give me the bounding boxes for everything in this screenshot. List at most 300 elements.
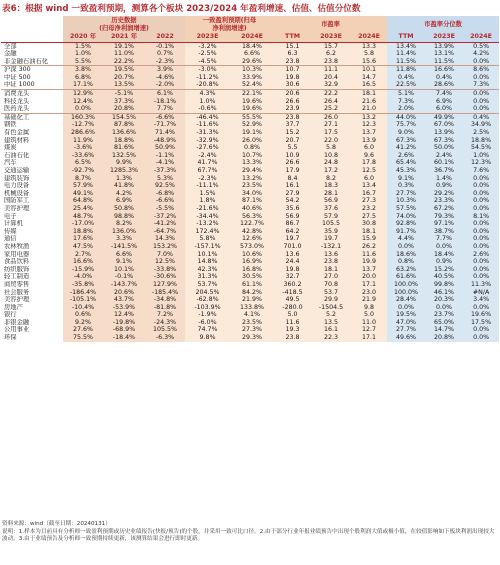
table-cell: 12.3% bbox=[463, 159, 499, 167]
row-label: 有色金属 bbox=[1, 129, 63, 137]
table-cell: 27.6% bbox=[63, 326, 103, 334]
table-cell: 19.5% bbox=[103, 66, 145, 74]
table-cell: -1.1% bbox=[145, 152, 185, 160]
table-cell: 12.9% bbox=[63, 90, 103, 98]
table-row bbox=[1, 58, 499, 66]
table-cell: 0.7% bbox=[145, 50, 185, 58]
table-cell: 65.4% bbox=[387, 159, 425, 167]
table-row bbox=[1, 197, 499, 205]
table-row bbox=[1, 228, 499, 236]
table-cell: 3.4% bbox=[463, 296, 499, 304]
table-cell: 19.8 bbox=[274, 74, 311, 82]
table-cell: 67.2% bbox=[425, 205, 463, 213]
row-label: 农林牧渔 bbox=[1, 243, 63, 251]
table-cell: 21.9% bbox=[230, 296, 274, 304]
table-cell: 32.9 bbox=[311, 81, 351, 89]
table-cell: 27.7% bbox=[387, 326, 425, 334]
table-cell: 19.7 bbox=[274, 235, 311, 243]
table-row bbox=[1, 213, 499, 221]
table-cell: 8.2 bbox=[311, 175, 351, 183]
table-cell: 0.0% bbox=[463, 228, 499, 236]
table-cell: 4.1% bbox=[230, 311, 274, 319]
table-cell: 6.3 bbox=[274, 50, 311, 58]
table-cell: -62.8% bbox=[185, 296, 230, 304]
table-row bbox=[1, 182, 499, 190]
table-cell: 1.8% bbox=[185, 197, 230, 205]
table-cell: 20.7% bbox=[103, 74, 145, 82]
table-cell: 23.8 bbox=[311, 258, 351, 266]
table-cell: 17.2 bbox=[311, 167, 351, 175]
table-cell: 49.5 bbox=[274, 296, 311, 304]
table-cell: 0.0% bbox=[463, 243, 499, 251]
table-cell: -185.4% bbox=[145, 289, 185, 297]
table-cell: 133.8% bbox=[230, 304, 274, 312]
table-cell: 9.6 bbox=[351, 152, 387, 160]
table-cell: 3.3% bbox=[103, 235, 145, 243]
table-cell: 0.4% bbox=[425, 74, 463, 82]
table-cell: 11.0% bbox=[103, 50, 145, 58]
row-label: 食品饮料 bbox=[1, 258, 63, 266]
table-cell: 18.4% bbox=[230, 42, 274, 50]
table-cell: 13.9 bbox=[351, 137, 387, 145]
table-cell: 127.9% bbox=[145, 281, 185, 289]
table-cell: -10.4% bbox=[63, 304, 103, 312]
table-cell: 16.9% bbox=[230, 258, 274, 266]
table-cell: 5.8 bbox=[351, 50, 387, 58]
table-cell: 26.2 bbox=[351, 243, 387, 251]
table-cell: 7.7% bbox=[145, 105, 185, 113]
table-cell: #N/A bbox=[463, 289, 499, 297]
table-cell: 10.1% bbox=[185, 251, 230, 259]
table-cell: 5.0 bbox=[274, 311, 311, 319]
table-cell: 57.9 bbox=[311, 213, 351, 221]
table-cell: 87.1% bbox=[230, 197, 274, 205]
table-cell: 16.1 bbox=[274, 182, 311, 190]
table-cell: 0.0% bbox=[387, 304, 425, 312]
table-title: 表6：根据 wind 一致盈利预期，测算各个板块 2023/2024 年盈利增速、估值、估值分位数 bbox=[2, 4, 361, 14]
table-cell: -4.1% bbox=[145, 159, 185, 167]
row-label: 家用电器 bbox=[1, 251, 63, 259]
table-cell: 35.9 bbox=[311, 228, 351, 236]
table-row bbox=[1, 159, 499, 167]
table-cell: 55.5% bbox=[230, 113, 274, 121]
table-cell: 2.5% bbox=[463, 129, 499, 137]
table-cell: 0.5% bbox=[463, 42, 499, 50]
table-cell: 9.9% bbox=[103, 159, 145, 167]
table-cell: 14.7 bbox=[351, 74, 387, 82]
table-cell: 13.2% bbox=[230, 175, 274, 183]
table-cell: -157.1% bbox=[185, 243, 230, 251]
table-cell: 28.4% bbox=[387, 296, 425, 304]
table-cell: 97.1% bbox=[425, 220, 463, 228]
table-cell: 5.0 bbox=[351, 311, 387, 319]
table-cell: 17.6% bbox=[63, 235, 103, 243]
valuation-table bbox=[1, 16, 499, 342]
table-cell: -0.6% bbox=[185, 105, 230, 113]
row-label: 建筑材料 bbox=[1, 137, 63, 145]
table-cell: 91.7% bbox=[387, 228, 425, 236]
table-cell: 81.6% bbox=[103, 144, 145, 152]
table-cell: 4.2% bbox=[103, 190, 145, 198]
table-row bbox=[1, 273, 499, 281]
table-row bbox=[1, 175, 499, 183]
table-cell: 35.6 bbox=[274, 205, 311, 213]
table-cell: 38.7% bbox=[425, 228, 463, 236]
table-cell: -4.5% bbox=[185, 58, 230, 66]
table-cell: 15.7 bbox=[311, 42, 351, 50]
table-cell: 6.0 bbox=[351, 144, 387, 152]
table-cell: 10.8 bbox=[311, 152, 351, 160]
row-label: 银行 bbox=[1, 311, 63, 319]
table-row bbox=[1, 258, 499, 266]
table-cell: 40.6% bbox=[230, 205, 274, 213]
table-cell: 67.3% bbox=[425, 137, 463, 145]
table-cell: 87.8% bbox=[103, 121, 145, 129]
table-cell: -18.4% bbox=[103, 334, 145, 342]
row-label: 商贸零售 bbox=[1, 281, 63, 289]
table-cell: 21.6 bbox=[351, 98, 387, 106]
table-cell: 122.7% bbox=[230, 220, 274, 228]
row-label: 基础化工 bbox=[1, 113, 63, 121]
table-row bbox=[1, 50, 499, 58]
table-cell: 12.5% bbox=[145, 258, 185, 266]
table-cell: 10.9 bbox=[274, 152, 311, 160]
table-cell: -6.6% bbox=[145, 113, 185, 121]
table-cell: 10.6% bbox=[230, 251, 274, 259]
source-note: 资料来源：wind（截至日期：20240131） bbox=[2, 521, 111, 527]
table-cell: 57.9% bbox=[63, 182, 103, 190]
table-cell: -68.9% bbox=[103, 326, 145, 334]
table-cell: 47.5% bbox=[63, 243, 103, 251]
table-cell: 27.5 bbox=[351, 213, 387, 221]
table-cell: 13.5% bbox=[103, 81, 145, 89]
table-cell: 26.0% bbox=[230, 137, 274, 145]
table-cell: 5.3% bbox=[145, 175, 185, 183]
table-cell: 33.9% bbox=[230, 74, 274, 82]
table-row bbox=[1, 235, 499, 243]
table-cell: 0.0% bbox=[463, 334, 499, 342]
table-cell: 1.5% bbox=[63, 42, 103, 50]
table-cell: 26.0 bbox=[311, 113, 351, 121]
table-cell: -0.1% bbox=[103, 273, 145, 281]
table-row bbox=[1, 319, 499, 327]
table-cell: 22.2 bbox=[311, 90, 351, 98]
table-cell: 1.5% bbox=[185, 190, 230, 198]
table-cell: 11.9% bbox=[63, 137, 103, 145]
row-label: 纺织服饰 bbox=[1, 266, 63, 274]
table-cell: 67.0% bbox=[425, 121, 463, 129]
table-cell: 47.0% bbox=[387, 319, 425, 327]
table-cell: 11.4% bbox=[387, 50, 425, 58]
table-cell: 0.0% bbox=[463, 58, 499, 66]
table-cell: 23.0 bbox=[351, 289, 387, 297]
table-cell: 14.3% bbox=[145, 235, 185, 243]
table-cell: 0.9% bbox=[425, 258, 463, 266]
table-cell: 5.2 bbox=[311, 311, 351, 319]
row-label: 机械设备 bbox=[1, 190, 63, 198]
row-label: 煤炭 bbox=[1, 144, 63, 152]
table-cell: 48.7% bbox=[63, 213, 103, 221]
table-cell: 0.0% bbox=[463, 220, 499, 228]
table-cell: 0.0% bbox=[463, 304, 499, 312]
table-cell: 20.6 bbox=[274, 90, 311, 98]
col-header: 2024E bbox=[230, 33, 274, 42]
table-cell: 27.0 bbox=[311, 273, 351, 281]
table-cell: 19.6% bbox=[230, 105, 274, 113]
table-cell: 11.1 bbox=[311, 66, 351, 74]
row-label: 美容护理 bbox=[1, 205, 63, 213]
table-cell: 105.5% bbox=[145, 326, 185, 334]
table-cell: 1.4% bbox=[425, 175, 463, 183]
table-cell: -20.8% bbox=[185, 81, 230, 89]
table-cell: 6.1% bbox=[145, 90, 185, 98]
table-cell: 50.0% bbox=[425, 144, 463, 152]
table-cell: -3.0% bbox=[185, 66, 230, 74]
table-cell: 41.8% bbox=[103, 182, 145, 190]
col-header: 2023E bbox=[185, 33, 230, 42]
table-cell: 22.5% bbox=[387, 81, 425, 89]
table-cell: 20.8% bbox=[103, 105, 145, 113]
table-cell: 0.0% bbox=[463, 182, 499, 190]
row-label: 国防军工 bbox=[1, 197, 63, 205]
row-label: 钢铁 bbox=[1, 121, 63, 129]
table-cell: 52.9% bbox=[230, 121, 274, 129]
table-row bbox=[1, 326, 499, 334]
table-cell: 360.2 bbox=[274, 281, 311, 289]
table-cell: 160.3% bbox=[63, 113, 103, 121]
table-cell: 11.5% bbox=[387, 58, 425, 66]
table-cell: 23.5% bbox=[230, 182, 274, 190]
table-cell: -37.2% bbox=[145, 213, 185, 221]
table-cell: -105.1% bbox=[63, 296, 103, 304]
table-cell: 286.6% bbox=[63, 129, 103, 137]
table-cell: 13.3 bbox=[351, 42, 387, 50]
table-cell: 42.3% bbox=[185, 266, 230, 274]
table-cell: 3.8% bbox=[63, 66, 103, 74]
table-cell: 22.3 bbox=[311, 334, 351, 342]
table-cell: 49.9% bbox=[425, 113, 463, 121]
table-cell: 15.9 bbox=[351, 235, 387, 243]
table-cell: 13.6 bbox=[311, 251, 351, 259]
col-header: 2023E bbox=[425, 33, 463, 42]
table-cell: 17.1 bbox=[351, 281, 387, 289]
table-cell: 13.1% bbox=[425, 50, 463, 58]
table-cell: 31.3% bbox=[185, 273, 230, 281]
table-cell: 14.8% bbox=[185, 258, 230, 266]
table-cell: -41.2% bbox=[145, 220, 185, 228]
row-label: 轻工制造 bbox=[1, 273, 63, 281]
table-row bbox=[1, 334, 499, 342]
table-cell: 13.6 bbox=[274, 251, 311, 259]
table-cell: 0.0% bbox=[463, 197, 499, 205]
table-cell: -12.7% bbox=[63, 121, 103, 129]
col-header: TTM bbox=[387, 33, 425, 42]
table-cell: 37.3% bbox=[103, 98, 145, 106]
table-row bbox=[1, 121, 499, 129]
table-cell: 0.0% bbox=[387, 243, 425, 251]
table-cell: 0.8% bbox=[230, 144, 274, 152]
table-row bbox=[1, 205, 499, 213]
table-cell: -24.3% bbox=[145, 319, 185, 327]
table-cell: 6.0 bbox=[351, 175, 387, 183]
table-cell: 7.4% bbox=[425, 90, 463, 98]
table-cell: 18.8% bbox=[103, 137, 145, 145]
table-cell: 6.0% bbox=[425, 105, 463, 113]
table-cell: -6.3% bbox=[145, 334, 185, 342]
table-cell: 18.8% bbox=[463, 137, 499, 145]
row-label: 科技龙头 bbox=[1, 98, 63, 106]
table-cell: 13.2 bbox=[351, 113, 387, 121]
table-cell: 2.4% bbox=[425, 152, 463, 160]
table-cell: -132.1 bbox=[311, 243, 351, 251]
table-cell: 25.4% bbox=[63, 205, 103, 213]
table-row bbox=[1, 81, 499, 89]
table-cell: 0.0% bbox=[463, 205, 499, 213]
table-cell: -4.6% bbox=[145, 74, 185, 82]
table-cell: 172.4% bbox=[185, 228, 230, 236]
table-cell: 34.9% bbox=[463, 121, 499, 129]
table-cell: 92.5% bbox=[145, 182, 185, 190]
table-cell: 29.9 bbox=[311, 296, 351, 304]
table-cell: 18.1 bbox=[311, 266, 351, 274]
table-cell: -4.0% bbox=[63, 273, 103, 281]
table-cell: -143.7% bbox=[103, 281, 145, 289]
table-cell: 56.9 bbox=[274, 213, 311, 221]
table-cell: 22.0 bbox=[311, 137, 351, 145]
table-cell: 6.5% bbox=[63, 159, 103, 167]
table-row bbox=[1, 105, 499, 113]
table-cell: 17.1% bbox=[63, 81, 103, 89]
table-cell: -0.1% bbox=[145, 42, 185, 50]
table-cell: 26.4 bbox=[311, 98, 351, 106]
table-cell: 6.6% bbox=[103, 251, 145, 259]
table-row bbox=[1, 167, 499, 175]
table-cell: 136.6% bbox=[103, 129, 145, 137]
table-cell: 50.9% bbox=[145, 144, 185, 152]
table-cell: 49.6% bbox=[387, 334, 425, 342]
col-header: 2023E bbox=[311, 33, 351, 42]
table-cell: 10.7 bbox=[274, 66, 311, 74]
corner-cell-2 bbox=[1, 33, 63, 42]
table-cell: 5.8% bbox=[185, 235, 230, 243]
table-cell: 24.8 bbox=[311, 159, 351, 167]
footnote: 说明：1.样本为目前具有分析师一致盈利预期或历史业绩报告(快报/预告)的个股，并采用一致可比口径。2.由于部分行业年报业绩预告中出现个股利润大值或极小值，在较值影响如下板块利润出现较大波动。3.由于业绩预告及分析师一致预期持续更新，该测算结果会进行即时更新。 bbox=[2, 529, 495, 543]
table-cell: 74.0% bbox=[387, 213, 425, 221]
table-row bbox=[1, 266, 499, 274]
table-cell: 45.3% bbox=[387, 167, 425, 175]
table-cell: 9.1% bbox=[387, 175, 425, 183]
table-cell: 43.7% bbox=[103, 296, 145, 304]
table-cell: 153.2% bbox=[145, 243, 185, 251]
row-label: 通信 bbox=[1, 235, 63, 243]
table-cell: 14.7% bbox=[425, 326, 463, 334]
table-cell: 10.1% bbox=[103, 266, 145, 274]
table-cell: 13.3% bbox=[230, 159, 274, 167]
table-cell: 29.2% bbox=[425, 190, 463, 198]
table-cell: 6.9% bbox=[425, 98, 463, 106]
header-pe: 市盈率 bbox=[274, 16, 387, 33]
table-cell: 9.1% bbox=[103, 258, 145, 266]
table-cell: 23.2 bbox=[351, 205, 387, 213]
table-cell: 11.8% bbox=[387, 66, 425, 74]
table-cell: 0.0% bbox=[463, 105, 499, 113]
table-cell: 84.2% bbox=[230, 289, 274, 297]
table-cell: 61.6% bbox=[387, 273, 425, 281]
table-cell: 13.4% bbox=[387, 42, 425, 50]
table-cell: -27.6% bbox=[185, 144, 230, 152]
table-cell: 6.2 bbox=[311, 50, 351, 58]
row-label: 中证 1000 bbox=[1, 81, 63, 89]
table-cell: 5.1% bbox=[387, 90, 425, 98]
table-cell: 23.7% bbox=[425, 311, 463, 319]
table-cell: 79.3% bbox=[425, 213, 463, 221]
table-cell: -81.8% bbox=[145, 304, 185, 312]
table-cell: 204.5% bbox=[185, 289, 230, 297]
row-label: 计算机 bbox=[1, 220, 63, 228]
col-header: 2024E bbox=[351, 33, 387, 42]
table-row bbox=[1, 90, 499, 98]
table-row bbox=[1, 66, 499, 74]
table-cell: 75.7% bbox=[387, 121, 425, 129]
table-cell: 61.1% bbox=[230, 281, 274, 289]
table-row bbox=[1, 152, 499, 160]
table-cell: 4.2% bbox=[463, 50, 499, 58]
table-cell: 70.8 bbox=[311, 281, 351, 289]
table-cell: 7.6% bbox=[463, 167, 499, 175]
table-cell: 41.7% bbox=[185, 159, 230, 167]
table-cell: -3.6% bbox=[63, 144, 103, 152]
table-cell: -37.3% bbox=[145, 167, 185, 175]
table-cell: 6.9% bbox=[103, 197, 145, 205]
col-header: 2020 年 bbox=[63, 33, 103, 42]
table-cell: 74.7% bbox=[185, 326, 230, 334]
row-label: 金融 bbox=[1, 50, 63, 58]
table-cell: 20.8% bbox=[425, 334, 463, 342]
table-cell: 5.5 bbox=[274, 144, 311, 152]
table-cell: 17.5 bbox=[311, 129, 351, 137]
table-cell: 23.8 bbox=[274, 334, 311, 342]
row-label: 沪深 300 bbox=[1, 66, 63, 74]
table-cell: 60.1% bbox=[425, 159, 463, 167]
table-cell: 29.4% bbox=[230, 167, 274, 175]
table-cell: 18.6% bbox=[387, 251, 425, 259]
table-cell: 100.0% bbox=[387, 289, 425, 297]
table-cell: 49.1% bbox=[63, 190, 103, 198]
table-cell: 7.7% bbox=[425, 235, 463, 243]
table-cell: 9.2% bbox=[63, 319, 103, 327]
row-label: 非银金融 bbox=[1, 319, 63, 327]
table-cell: 16.6% bbox=[425, 66, 463, 74]
table-cell: 64.8% bbox=[63, 197, 103, 205]
table-cell: 701.0 bbox=[274, 243, 311, 251]
table-cell: -280.0 bbox=[274, 304, 311, 312]
table-cell: 0.0% bbox=[463, 235, 499, 243]
table-row bbox=[1, 144, 499, 152]
table-cell: 23.8 bbox=[311, 58, 351, 66]
table-cell: 99.8% bbox=[425, 281, 463, 289]
table-cell: 0.4% bbox=[463, 113, 499, 121]
table-cell: -5.5% bbox=[145, 205, 185, 213]
table-cell: 0.0% bbox=[463, 90, 499, 98]
table-row bbox=[1, 304, 499, 312]
header-consensus: 一致盈利预期(归母 净利润增速) bbox=[185, 16, 274, 33]
table-cell: 12.6% bbox=[230, 235, 274, 243]
table-cell: 20.6% bbox=[103, 289, 145, 297]
table-cell: 19.8 bbox=[274, 266, 311, 274]
table-cell: 65.0% bbox=[425, 319, 463, 327]
table-cell: -11.6% bbox=[185, 121, 230, 129]
table-cell: 15.6 bbox=[351, 58, 387, 66]
